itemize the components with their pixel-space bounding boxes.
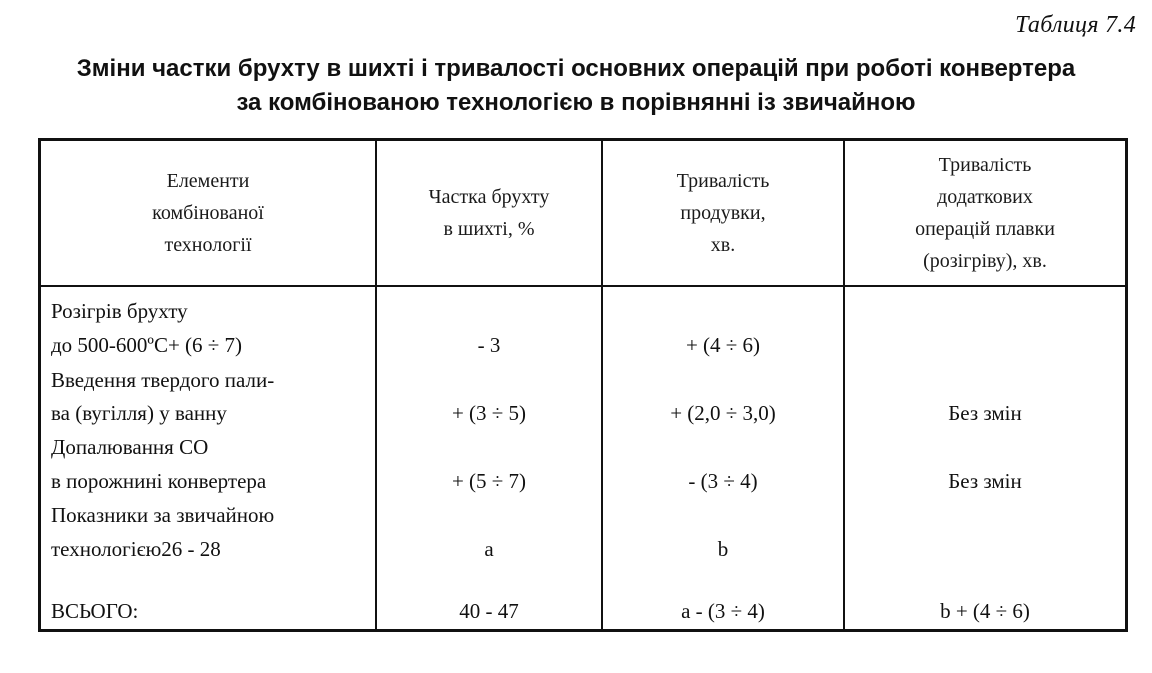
element-line: Введення твердого пали-	[51, 368, 275, 392]
header-scrap-share	[376, 141, 602, 286]
header-blow-line: продувки,	[680, 202, 766, 224]
header-scrap-line: Частка брухту	[428, 186, 550, 208]
element-line: технологією26 - 28	[51, 537, 221, 561]
extra-operations-total: b + (4 ÷ 6)	[940, 599, 1030, 623]
body-row	[41, 286, 1125, 631]
extra-operations-value: Без змін	[948, 469, 1022, 493]
header-extra-line: (розігріву), хв.	[923, 250, 1047, 272]
column-elements	[41, 286, 376, 631]
header-extra-line: операцій плавки	[915, 218, 1055, 240]
scrap-share-value: + (5 ÷ 7)	[451, 469, 527, 493]
element-line: до 500-600ºС+ (6 ÷ 7)	[51, 333, 243, 357]
header-extra-line: додаткових	[937, 186, 1033, 208]
scrap-share-value: - 3	[477, 333, 501, 357]
column-blow-duration	[602, 286, 844, 631]
header-extra-operations	[844, 141, 1125, 286]
scrap-share-value: a	[484, 537, 494, 561]
header-elements-line: комбінованої	[152, 202, 264, 224]
header-elements-line: технології	[164, 234, 252, 256]
column-extra-operations	[844, 286, 1125, 631]
scrap-share-value: + (3 ÷ 5)	[451, 401, 527, 425]
blow-duration-value: - (3 ÷ 4)	[688, 469, 758, 493]
blow-duration-total: a - (3 ÷ 4)	[681, 599, 765, 623]
data-table	[41, 141, 1125, 631]
header-row	[41, 141, 1125, 286]
header-scrap-line: в шихті, %	[443, 218, 535, 240]
header-blow-duration	[602, 141, 844, 286]
blow-duration-value: + (2,0 ÷ 3,0)	[670, 401, 776, 425]
element-line: Допалювання СО	[51, 435, 209, 459]
header-blow-line: Тривалість	[676, 170, 770, 192]
total-label: ВСЬОГО:	[51, 599, 139, 623]
blow-duration-value: b	[717, 537, 729, 561]
table-number: Таблиця 7.4	[1015, 12, 1136, 38]
element-line: Показники за звичайною	[51, 503, 275, 527]
data-table-frame	[38, 138, 1128, 632]
element-line: в порожнині конвертера	[51, 469, 267, 493]
blow-duration-value: + (4 ÷ 6)	[685, 333, 761, 357]
element-line: ва (вугілля) у ванну	[51, 401, 227, 425]
element-line: Розігрів брухту	[51, 299, 188, 323]
header-extra-line: Тривалість	[938, 154, 1032, 176]
extra-operations-value: Без змін	[948, 401, 1022, 425]
header-elements	[41, 141, 376, 286]
scrap-share-total: 40 - 47	[459, 599, 519, 623]
table-title-line-1: Зміни частки брухту в шихті і тривалості основних операцій при роботі конвертера	[76, 55, 1076, 82]
header-elements-line: Елементи	[166, 170, 250, 192]
column-scrap-share	[376, 286, 602, 631]
header-blow-line: хв.	[710, 234, 736, 256]
table-title-line-2: за комбінованою технологією в порівнянні із звичайною	[236, 89, 916, 116]
